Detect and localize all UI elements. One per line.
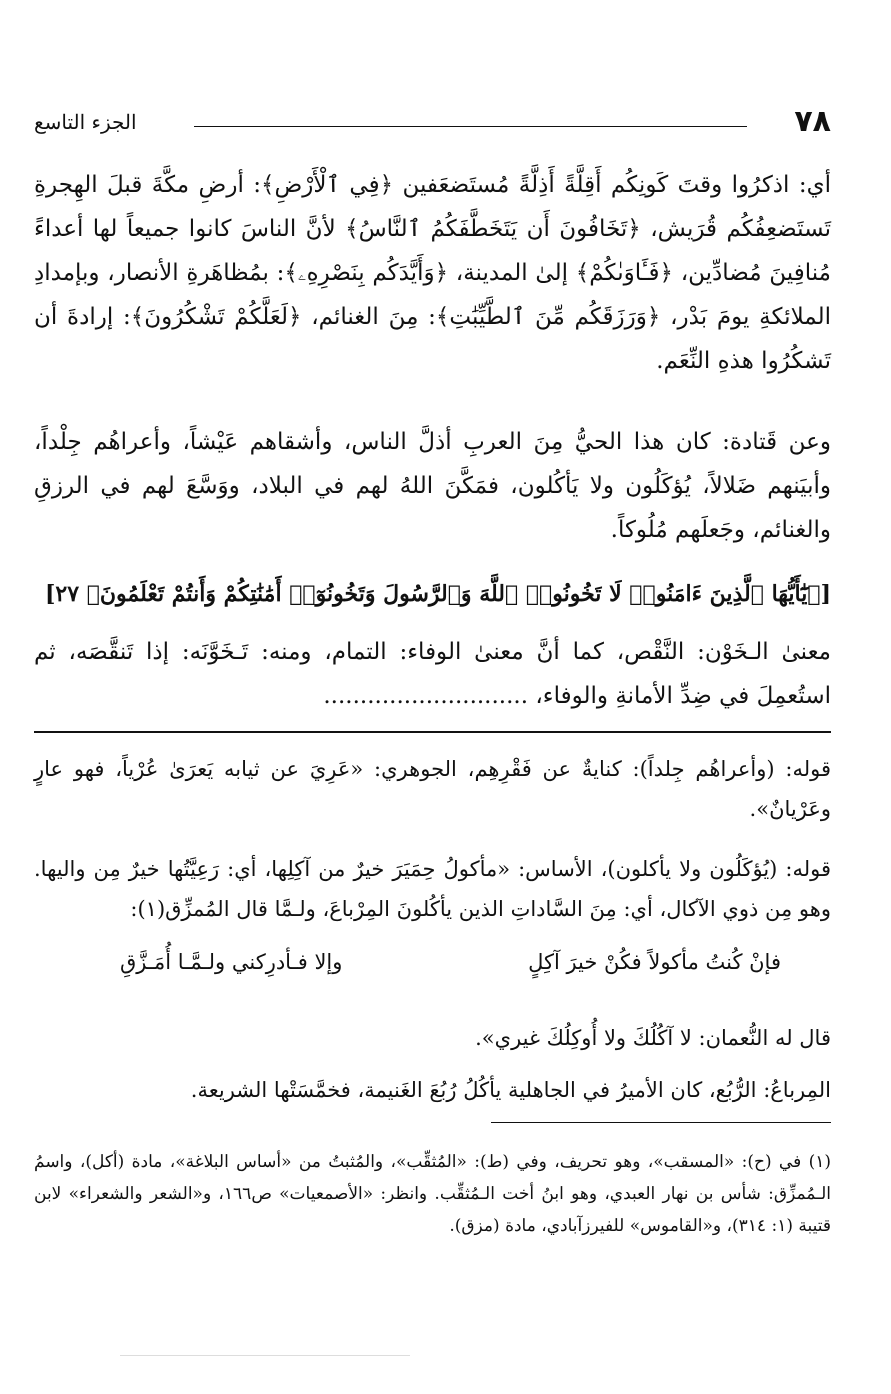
gloss-block-3 bbox=[34, 1018, 831, 1058]
footnote-1: (١) في (ح): «المسقب»، وهو تحريف، وفي (ط): «المُثقِّب»، والمُثبتُ من «أساس البلاغة»، مادة (أكل)، واسمُ الـمُمزِّق: شأس بن نهار العبدي، وهو ابنُ أخت الـمُثقِّب. وانظر: «الأصمعيات» ص١٦٦، و«الشعر والشعراء» لابن قتيبة (١: ٣١٤)، و«القاموس» للفيرزآبادي، مادة (مزق). bbox=[34, 1152, 831, 1236]
continuation-dots: ............................ bbox=[323, 683, 529, 709]
header-rule bbox=[194, 126, 747, 127]
gloss-paragraph-1: قوله: (وأعراهُم جِلداً): كنايةٌ عن فَقْرِهِم، الجوهري: «عَرِيَ عن ثيابه يَعرَىٰ عُرْياً، فهو عارٍ وعَرْيانٌ». bbox=[34, 757, 831, 821]
gloss-paragraph-4: المِرباعُ: الرُّبُع، كان الأميرُ في الجاهلية يأكُلُ رُبُعَ الغَنيمة، فخمَّسَتْها الشريعة. bbox=[190, 1078, 831, 1102]
footnote-rule bbox=[491, 1122, 831, 1123]
commentary-paragraph-2: وعن قَتادة: كان هذا الحيُّ مِنَ العربِ أذلَّ الناس، وأشقاهم عَيْشاً، وأعراهُم جِلْداً، وأبيَنهم ضَلالاً، يُؤكَلُون ولا يَأكُلون، فمَكَّنَ اللهُ لهم في البلاد، ووَسَّعَ لهم في الرزقِ والغنائم، وجَعلَهم مُلُوكاً. bbox=[34, 429, 831, 543]
page-number: ٧٨ bbox=[794, 104, 831, 139]
gloss-block-2 bbox=[34, 849, 831, 929]
main-text-block-2 bbox=[34, 420, 831, 552]
gloss-block-1 bbox=[34, 749, 831, 829]
page-header bbox=[34, 104, 831, 144]
footnote-block bbox=[34, 1146, 831, 1242]
poem-verse bbox=[120, 950, 781, 974]
main-text-block-1 bbox=[34, 163, 831, 383]
gloss-paragraph-2: قوله: (يُؤكَلُون ولا يأكلون)، الأساس: «مأكولُ حِمَيَرَ خيرٌ من آكِلِها، أي: رَعِيَّتُها خيرٌ مِن واليها. وهو مِن ذوي الآكال، أي: مِنَ السَّاداتِ الذين يأكُلونَ المِرْباعَ، ولـمَّا قال المُمزِّق(١): bbox=[34, 857, 831, 921]
gloss-paragraph-3: قال له النُّعمان: لا آكُلُكَ ولا أُوكِلُكَ غيري». bbox=[475, 1026, 831, 1050]
main-divider bbox=[34, 731, 831, 733]
running-title: الجزء التاسع bbox=[34, 110, 137, 134]
paragraph-3-text: معنىٰ الـخَوْن: النَّقْص، كما أنَّ معنىٰ الوفاء: التمام، ومنه: تَـخَوَّنَه: إذا تَنقَّصَه، ثم استُعمِلَ في ضِدِّ الأمانةِ والوفاء، bbox=[34, 639, 831, 709]
faint-scan-line bbox=[120, 1355, 410, 1356]
quran-verse: [﴿يَٰٓأَيُّهَا ٱلَّذِينَ ءَامَنُوا۟ لَا تَخُونُوا۟ ٱللَّهَ وَٱلرَّسُولَ وَتَخُونُوٓا۟ أَمَٰنَٰتِكُمْ وَأَنتُمْ تَعْلَمُونَ﴾ ٢٧] bbox=[44, 581, 831, 607]
poem-first-hemistich: فإنْ كُنتُ مأكولاً فكُنْ خيرَ آكِلٍ bbox=[528, 950, 781, 974]
commentary-paragraph-3 bbox=[34, 630, 831, 718]
poem-second-hemistich: وإلا فـأدرِكني ولـمَّـا أُمَـزَّقِ bbox=[120, 950, 343, 974]
commentary-paragraph-1: أي: اذكرُوا وقتَ كَونِكُم أَقِلَّةً أَذِلَّةً مُستَضعَفين ﴿فِي ٱلْأَرْضِ﴾: أرضِ مكَّةَ قبلَ الهِجرةِ تَستَضعِفُكُم قُرَيش، ﴿تَخَافُونَ أَن يَتَخَطَّفَكُمُ ٱلنَّاسُ﴾ لأنَّ الناسَ كانوا جميعاً لها أعداءً مُنافِينَ مُضادِّين، ﴿فَـَٔاوَىٰكُمْ﴾ إلىٰ المدينة، ﴿وَأَيَّدَكُم بِنَصْرِهِۦ﴾: بمُظاهَرةِ الأنصار، وبإمدادِ الملائكةِ يومَ بَدْر، ﴿وَرَزَقَكُم مِّنَ ٱلطَّيِّبَٰتِ﴾: مِنَ الغنائم، ﴿لَعَلَّكُمْ تَشْكُرُونَ﴾: إرادةَ أن تَشكُرُوا هذهِ النِّعَم. bbox=[34, 172, 831, 374]
gloss-block-4 bbox=[34, 1070, 831, 1110]
main-text-block-3 bbox=[34, 630, 831, 718]
verse-block bbox=[34, 574, 831, 614]
